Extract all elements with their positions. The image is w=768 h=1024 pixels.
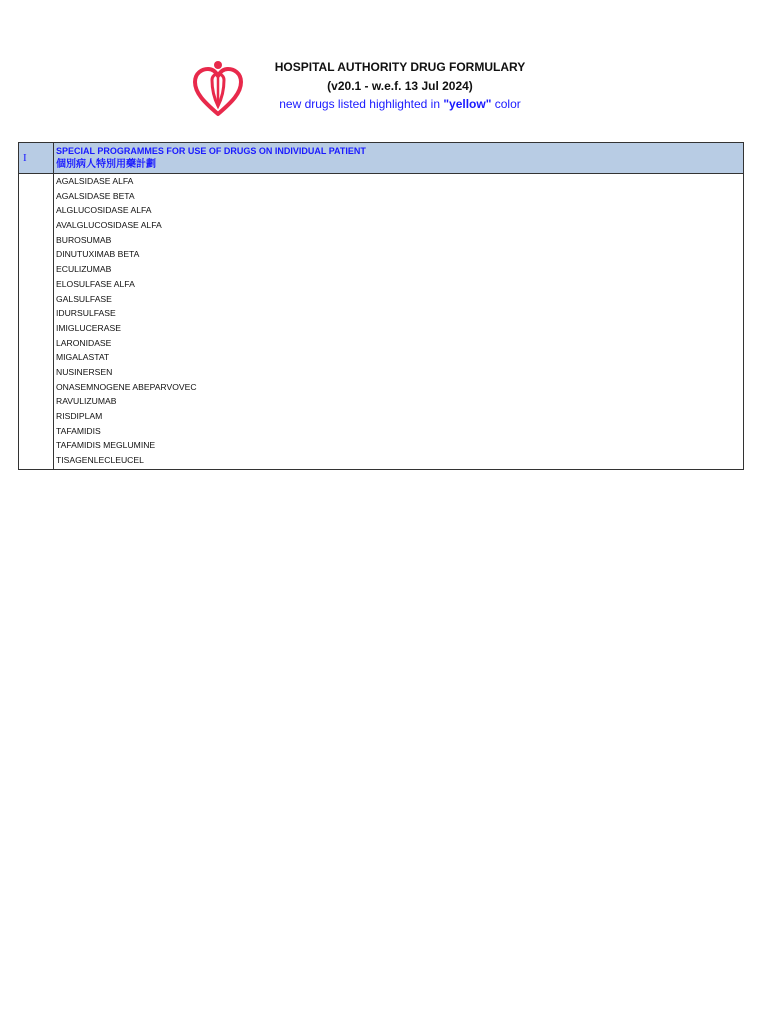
drug-item: RISDIPLAM bbox=[56, 411, 103, 421]
drug-item: NUSINERSEN bbox=[56, 366, 113, 377]
drug-item: TAFAMIDIS bbox=[56, 425, 101, 436]
drug-item: MIGALASTAT bbox=[56, 352, 110, 363]
drug-item: AGALSIDASE BETA bbox=[56, 190, 135, 201]
section-header-row bbox=[19, 143, 743, 174]
highlight-note-prefix: new drugs listed highlighted in bbox=[279, 97, 444, 111]
formulary-table bbox=[18, 142, 744, 470]
drug-item: IMIGLUCERASE bbox=[56, 322, 121, 333]
highlight-note bbox=[250, 97, 550, 111]
document-title: HOSPITAL AUTHORITY DRUG FORMULARY bbox=[274, 60, 526, 74]
section-title bbox=[54, 143, 366, 173]
drug-item: AVALGLUCOSIDASE ALFA bbox=[56, 220, 162, 231]
drug-item: ONASEMNOGENE ABEPARVOVEC bbox=[56, 381, 197, 392]
drug-list bbox=[54, 174, 743, 469]
drug-item: BUROSUMAB bbox=[56, 234, 112, 245]
drug-item: RAVULIZUMAB bbox=[56, 396, 117, 407]
drug-item: DINUTUXIMAB BETA bbox=[56, 249, 140, 260]
highlight-note-suffix: color bbox=[491, 97, 521, 111]
section-title-en: SPECIAL PROGRAMMES FOR USE OF DRUGS ON INDIVIDUAL PATIENT bbox=[56, 146, 366, 156]
section-id: I bbox=[19, 143, 54, 173]
drug-item: GALSULFASE bbox=[56, 293, 112, 304]
version-date: (v20.1 - w.e.f. 13 Jul 2024) bbox=[327, 79, 473, 93]
drug-item: ECULIZUMAB bbox=[56, 264, 112, 275]
section-body bbox=[19, 174, 743, 469]
section-id-column bbox=[19, 174, 54, 469]
drug-item: ALGLUCOSIDASE ALFA bbox=[56, 205, 152, 216]
drug-item: TAFAMIDIS MEGLUMINE bbox=[56, 440, 156, 451]
drug-item: AGALSIDASE ALFA bbox=[56, 176, 134, 186]
drug-item: TISAGENLECLEUCEL bbox=[56, 455, 144, 466]
section-title-zh: 個別病人特別用藥計劃 bbox=[56, 159, 156, 170]
drug-item: LARONIDASE bbox=[56, 337, 112, 348]
highlight-note-color: "yellow" bbox=[443, 97, 492, 111]
drug-item: ELOSULFASE ALFA bbox=[56, 278, 135, 289]
hospital-authority-logo bbox=[190, 58, 246, 118]
drug-item: IDURSULFASE bbox=[56, 308, 116, 319]
